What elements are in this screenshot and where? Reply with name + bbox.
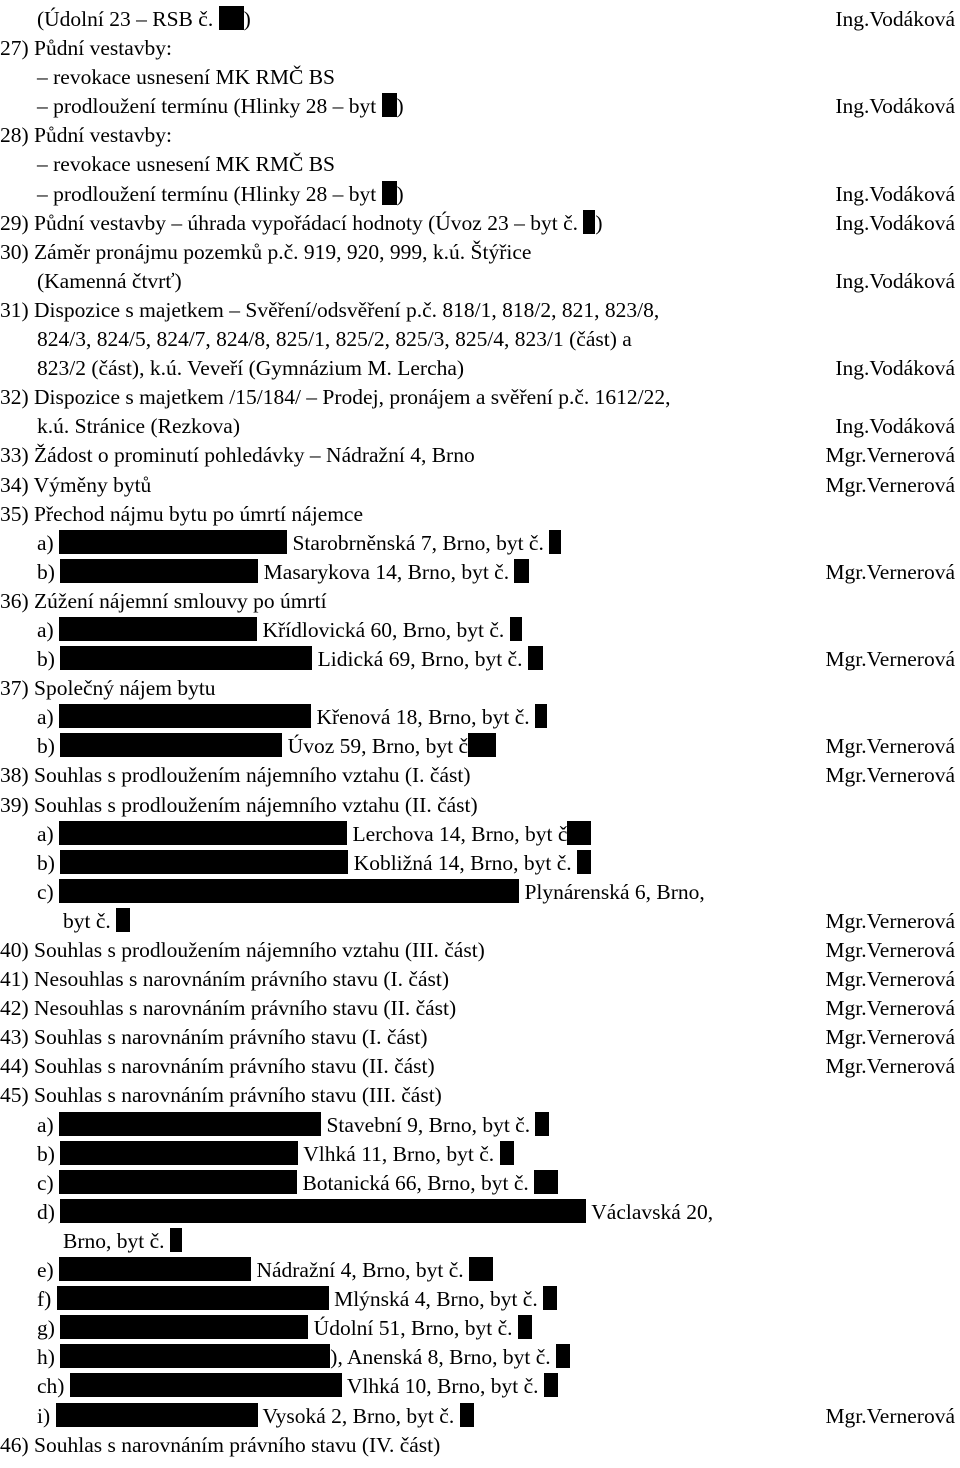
text-segment: k.ú. Stránice (Rezkova) [37,414,240,439]
agenda-line [0,121,960,150]
responsible-person: Mgr.Vernerová [825,443,955,468]
agenda-item-text [0,761,471,790]
text-segment: Masarykova 14, Brno, byt č. [258,559,515,584]
agenda-item-text [63,1227,182,1256]
redaction-bar [556,1344,570,1368]
text-segment: Křídlovická 60, Brno, byt č. [257,617,510,642]
redaction-bar [544,1373,558,1397]
text-segment: a) [37,705,60,730]
responsible-person: Mgr.Vernerová [825,763,955,788]
agenda-item-text [0,1081,442,1110]
redaction-bar [60,559,258,583]
agenda-line [0,296,960,325]
text-segment: a) [37,530,60,555]
agenda-line [0,1140,960,1169]
agenda-item-text [37,354,464,383]
text-segment: Lerchova 14, Brno, byt č [347,821,568,846]
agenda-line [0,1198,960,1227]
text-segment: Úvoz 59, Brno, byt č [282,734,469,759]
text-segment: 30) Záměr pronájmu pozemků p.č. 919, 920, 999, k.ú. Štýřice [0,239,532,264]
agenda-list [0,5,960,1460]
agenda-item-text [37,529,561,558]
responsible-person: Mgr.Vernerová [825,1025,955,1050]
agenda-line [0,674,960,703]
responsible-person: Mgr.Vernerová [825,1403,955,1428]
agenda-line [0,383,960,412]
text-segment: Brno, byt č. [63,1228,170,1253]
agenda-line [0,529,960,558]
text-segment: ), Anenská 8, Brno, byt č. [330,1345,557,1370]
agenda-item-text [37,1256,493,1285]
agenda-item-text [37,150,335,179]
agenda-item-text [0,471,151,500]
redaction-bar [60,1344,330,1368]
redaction-bar [59,1257,251,1281]
agenda-item-text [0,994,456,1023]
agenda-line [0,180,960,209]
agenda-line [0,238,960,267]
agenda-item-text [37,1314,532,1343]
agenda-item-text [0,500,363,529]
text-segment: ) [396,181,404,206]
text-segment: d) [37,1199,61,1224]
redaction-bar [535,1112,549,1136]
agenda-item-text [37,732,496,761]
redaction-bar [60,1315,308,1339]
redaction-bar [219,6,244,30]
text-segment: 35) Přechod nájmu bytu po úmrtí nájemce [0,501,364,526]
text-segment: e) [37,1258,60,1283]
responsible-person: Ing.Vodáková [835,94,955,119]
agenda-item-text [37,1140,514,1169]
redaction-bar [577,850,591,874]
text-segment: ) [243,7,251,31]
redaction-bar [468,733,496,757]
text-segment: ) [396,94,404,119]
responsible-person: Ing.Vodáková [835,7,955,31]
agenda-line [0,1023,960,1052]
redaction-bar [382,181,397,205]
agenda-line [0,907,960,936]
agenda-item-text [37,1198,713,1227]
agenda-line [0,703,960,732]
agenda-line [0,1314,960,1343]
text-segment: 39) Souhlas s prodloužením nájemního vztahu (II. část) [0,792,478,817]
agenda-line [0,820,960,849]
text-segment: 32) Dispozice s majetkem /15/184/ – Prodej, pronájem a svěření p.č. 1612/22, [0,385,671,410]
agenda-item-text [37,5,251,34]
agenda-item-text [37,1111,549,1140]
agenda-line [0,1081,960,1110]
agenda-line [0,645,960,674]
agenda-line [0,92,960,121]
text-segment: b) [37,734,61,759]
text-segment: (Kamenná čtvrť) [37,268,182,293]
agenda-line [0,936,960,965]
redaction-bar [549,530,561,554]
agenda-item-text [37,1402,474,1431]
redaction-bar [514,559,529,583]
agenda-line [0,209,960,238]
agenda-line [0,616,960,645]
agenda-item-text [37,616,522,645]
responsible-person: Mgr.Vernerová [825,472,955,497]
text-segment: byt č. [63,908,117,933]
agenda-item-text [37,92,404,121]
responsible-person: Ing.Vodáková [835,268,955,293]
agenda-line [0,150,960,179]
text-segment: 45) Souhlas s narovnáním právního stavu (III. část) [0,1083,442,1108]
agenda-line [0,849,960,878]
redaction-bar [60,1141,298,1165]
agenda-item-text [0,441,475,470]
redaction-bar [57,1286,329,1310]
text-segment: 36) Zúžení nájemní smlouvy po úmrtí [0,588,327,613]
text-segment: – revokace usnesení MK RMČ BS [37,152,335,177]
text-segment: 29) Půdní vestavby – úhrada vypořádací hodnoty (Úvoz 23 – byt č. [0,210,584,235]
text-segment: Stavební 9, Brno, byt č. [321,1112,536,1137]
agenda-item-text [37,1372,558,1401]
text-segment: Plynárenská 6, Brno, [519,879,705,904]
agenda-item-text [0,791,478,820]
agenda-line [0,1431,960,1460]
text-segment: g) [37,1316,61,1341]
agenda-item-text [0,34,172,63]
text-segment: Vysoká 2, Brno, byt č. [257,1403,460,1428]
agenda-item-text [37,325,632,354]
redaction-bar [56,1403,258,1427]
redaction-bar [59,1170,297,1194]
agenda-item-text [37,645,543,674]
responsible-person: Ing.Vodáková [835,356,955,381]
redaction-bar [528,646,543,670]
redaction-bar [70,1373,342,1397]
agenda-item-text [0,587,327,616]
responsible-person: Mgr.Vernerová [825,938,955,962]
agenda-item-text [37,1169,558,1198]
text-segment: h) [37,1345,61,1370]
agenda-line [0,994,960,1023]
text-segment: 46) Souhlas s narovnáním právního stavu (IV. část) [0,1432,441,1457]
responsible-person: Mgr.Vernerová [825,1054,955,1079]
text-segment: b) [37,647,61,672]
redaction-bar [543,1286,557,1310]
agenda-line [0,354,960,383]
agenda-line [0,500,960,529]
responsible-person: Mgr.Vernerová [825,908,955,933]
agenda-item-text [0,296,659,325]
redaction-bar [535,704,547,728]
agenda-item-text [37,1285,557,1314]
agenda-line [0,1256,960,1285]
agenda-line [0,325,960,354]
agenda-item-text [0,383,671,412]
agenda-item-text [37,849,591,878]
agenda-line [0,1111,960,1140]
agenda-item-text [37,63,335,92]
agenda-item-text [37,820,591,849]
agenda-line [0,878,960,907]
text-segment: 823/2 (část), k.ú. Veveří (Gymnázium M. Lercha) [37,356,465,381]
redaction-bar [583,210,595,234]
agenda-item-text [0,965,449,994]
text-segment: 33) Žádost o prominutí pohledávky – Nádražní 4, Brno [0,443,475,468]
text-segment: b) [37,1141,61,1166]
agenda-line [0,412,960,441]
responsible-person: Mgr.Vernerová [825,734,955,759]
text-segment: 824/3, 824/5, 824/7, 824/8, 825/1, 825/2, 825/3, 825/4, 823/1 (část) a [37,327,632,352]
agenda-item-text [37,267,182,296]
text-segment: ) [595,210,603,235]
redaction-bar [59,530,287,554]
redaction-bar [567,821,591,845]
text-segment: Nádražní 4, Brno, byt č. [251,1258,470,1283]
text-segment: Václavská 20, [586,1199,714,1224]
text-segment: a) [37,1112,60,1137]
agenda-line [0,5,960,34]
text-segment: 42) Nesouhlas s narovnáním právního stavu (II. část) [0,996,457,1021]
text-segment: b) [37,559,61,584]
agenda-item-text [63,907,130,936]
agenda-item-text [0,1431,440,1460]
agenda-line [0,761,960,790]
responsible-person: Ing.Vodáková [835,181,955,206]
agenda-item-text [37,558,529,587]
redaction-bar [59,704,311,728]
agenda-line [0,791,960,820]
text-segment: – prodloužení termínu (Hlinky 28 – byt [37,94,382,119]
redaction-bar [59,879,519,903]
text-segment: a) [37,821,60,846]
agenda-item-text [0,674,216,703]
text-segment: c) [37,1170,60,1195]
agenda-line [0,1372,960,1401]
text-segment: Křenová 18, Brno, byt č. [311,705,535,730]
agenda-item-text [0,1052,435,1081]
agenda-item-text [0,209,603,238]
text-segment: 44) Souhlas s narovnáním právního stavu (II. část) [0,1054,435,1079]
responsible-person: Ing.Vodáková [835,414,955,439]
agenda-item-text [37,180,404,209]
agenda-line [0,965,960,994]
text-segment: Botanická 66, Brno, byt č. [297,1170,535,1195]
text-segment: 37) Společný nájem bytu [0,676,216,701]
redaction-bar [510,617,522,641]
redaction-bar [60,850,348,874]
responsible-person: Mgr.Vernerová [825,559,955,584]
redaction-bar [460,1403,474,1427]
redaction-bar [518,1315,532,1339]
text-segment: Starobrněnská 7, Brno, byt č. [287,530,550,555]
agenda-line [0,587,960,616]
text-segment: Lidická 69, Brno, byt č. [312,647,528,672]
responsible-person: Ing.Vodáková [835,210,955,235]
text-segment: f) [37,1287,57,1312]
redaction-bar [382,93,397,117]
redaction-bar [60,733,282,757]
agenda-item-text [37,412,240,441]
text-segment: 40) Souhlas s prodloužením nájemního vztahu (III. část) [0,938,485,962]
agenda-item-text [37,703,547,732]
text-segment: – prodloužení termínu (Hlinky 28 – byt [37,181,382,206]
text-segment: b) [37,850,61,875]
redaction-bar [116,908,130,932]
text-segment: Vlhká 11, Brno, byt č. [298,1141,500,1166]
agenda-item-text [37,878,705,907]
redaction-bar [469,1257,493,1281]
text-segment: 43) Souhlas s narovnáním právního stavu (I. část) [0,1025,428,1050]
responsible-person: Mgr.Vernerová [825,996,955,1021]
text-segment: Mlýnská 4, Brno, byt č. [328,1287,544,1312]
agenda-line [0,1402,960,1431]
text-segment: Kobližná 14, Brno, byt č. [348,850,577,875]
agenda-line [0,267,960,296]
text-segment: Údolní 51, Brno, byt č. [308,1316,518,1341]
text-segment: 27) Půdní vestavby: [0,36,172,61]
agenda-line [0,1343,960,1372]
text-segment: (Údolní 23 – RSB č. [37,7,219,31]
agenda-item-text [0,936,485,965]
redaction-bar [59,1112,321,1136]
redaction-bar [60,646,312,670]
responsible-person: Mgr.Vernerová [825,967,955,992]
agenda-item-text [0,238,531,267]
text-segment: i) [37,1403,56,1428]
text-segment: 34) Výměny bytů [0,472,152,497]
agenda-line [0,441,960,470]
text-segment: 28) Půdní vestavby: [0,123,172,148]
redaction-bar [534,1170,558,1194]
redaction-bar [170,1228,182,1252]
text-segment: – revokace usnesení MK RMČ BS [37,65,335,90]
text-segment: ch) [37,1374,70,1399]
text-segment: 41) Nesouhlas s narovnáním právního stavu (I. část) [0,967,450,992]
redaction-bar [59,821,347,845]
text-segment: 38) Souhlas s prodloužením nájemního vztahu (I. část) [0,763,471,788]
redaction-bar [500,1141,514,1165]
text-segment: Vlhká 10, Brno, byt č. [341,1374,544,1399]
agenda-line [0,1052,960,1081]
redaction-bar [59,617,257,641]
responsible-person: Mgr.Vernerová [825,647,955,672]
redaction-bar [60,1199,586,1223]
agenda-item-text [0,1023,428,1052]
agenda-line [0,1285,960,1314]
agenda-item-text [0,121,172,150]
agenda-line [0,732,960,761]
text-segment: 31) Dispozice s majetkem – Svěření/odsvěření p.č. 818/1, 818/2, 821, 823/8, [0,297,660,322]
text-segment: a) [37,617,60,642]
text-segment: c) [37,879,60,904]
agenda-line [0,471,960,500]
agenda-item-text [37,1343,570,1372]
agenda-line [0,1227,960,1256]
agenda-line [0,1169,960,1198]
agenda-line [0,63,960,92]
agenda-line [0,558,960,587]
agenda-line [0,34,960,63]
